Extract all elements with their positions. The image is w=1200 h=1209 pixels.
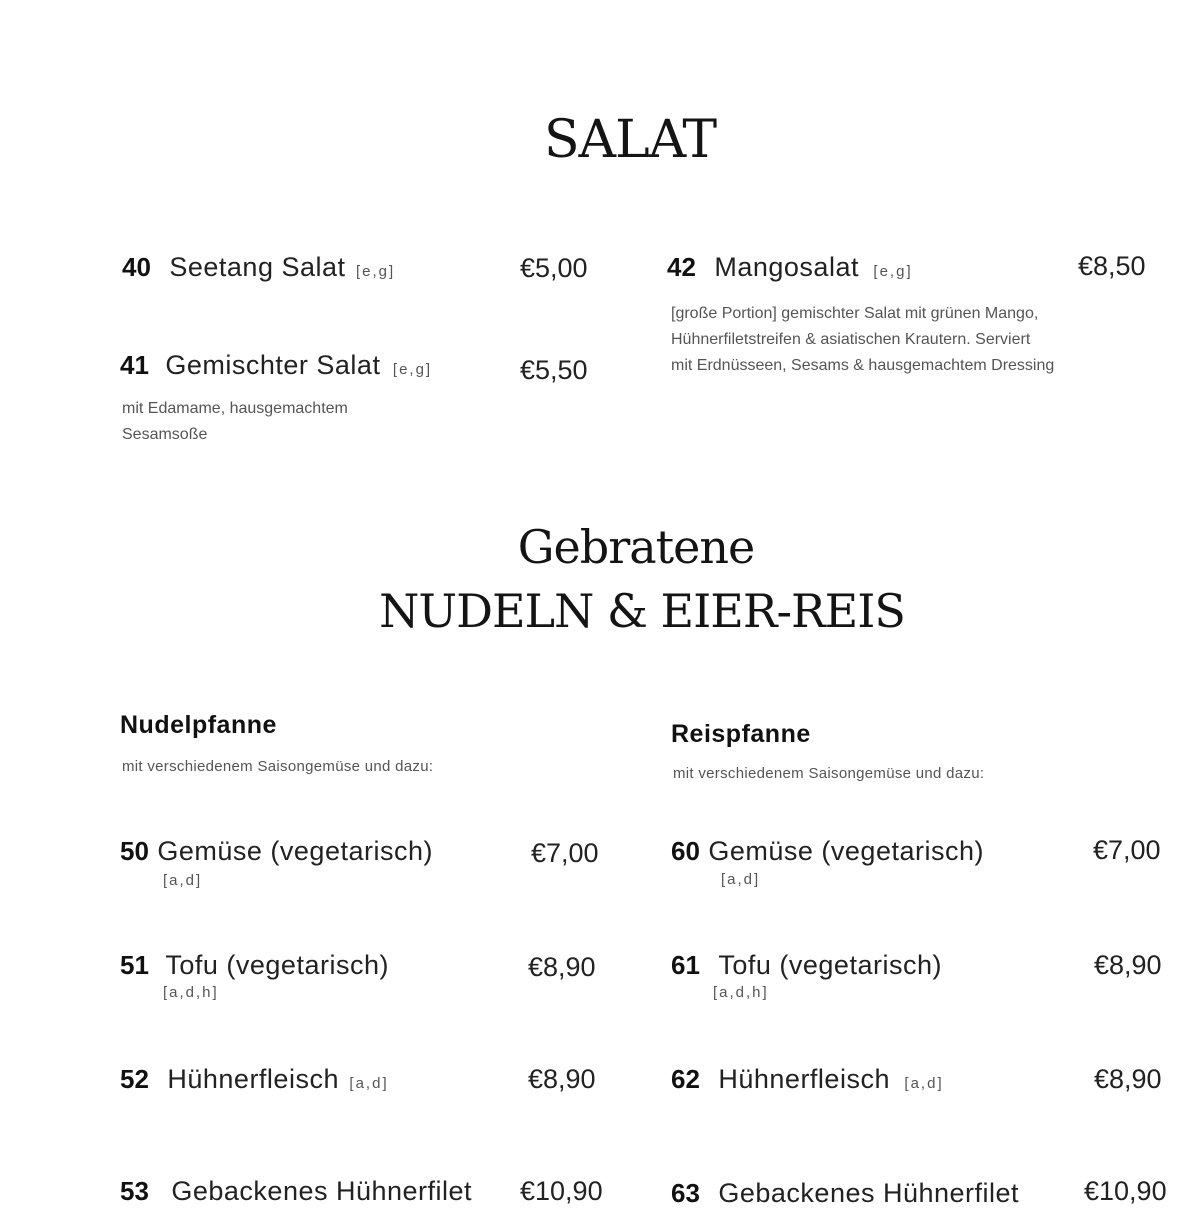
menu-item-40 [122, 252, 395, 283]
gebratene-heading-line2: NUDELN & EIER-REIS [379, 584, 905, 638]
item-price: €8,90 [528, 1064, 596, 1094]
item-name: Gemischter Salat [165, 350, 381, 380]
item-price: €8,90 [1094, 1064, 1162, 1094]
item-name: Mangosalat [714, 252, 859, 282]
allergen-tag: [a,d,h] [713, 984, 769, 1001]
allergen-tag: [a,d] [163, 872, 203, 889]
item-price: €10,90 [1084, 1176, 1167, 1206]
item-price: €5,00 [520, 253, 588, 283]
menu-item-62 [671, 1064, 944, 1095]
menu-item-52 [120, 1064, 389, 1095]
menu-item-63 [671, 1178, 1019, 1209]
item-name: Tofu (vegetarisch) [718, 950, 942, 980]
item-name: Tofu (vegetarisch) [165, 950, 389, 980]
allergen-tag: [a,d] [349, 1075, 389, 1092]
item-number: 61 [671, 950, 700, 980]
allergen-tag: [e,g] [392, 361, 433, 378]
item-number: 60 [671, 836, 700, 866]
item-price: €5,50 [520, 355, 588, 385]
gebratene-heading-line1: Gebratene [517, 520, 755, 574]
item-number: 40 [122, 252, 151, 282]
item-number: 51 [120, 950, 149, 980]
item-name: Seetang Salat [169, 252, 346, 282]
menu-item-53 [120, 1176, 472, 1207]
menu-item-50 [120, 836, 433, 867]
item-price: €8,50 [1078, 251, 1146, 281]
menu-item-42 [667, 252, 913, 283]
item-number: 53 [120, 1176, 149, 1206]
reispfanne-title: Reispfanne [671, 720, 811, 748]
item-price: €10,90 [520, 1176, 603, 1206]
item-number: 62 [671, 1064, 700, 1094]
allergen-tag: [a,d,h] [163, 984, 219, 1001]
nudelpfanne-note: mit verschiedenem Saisongemüse und dazu: [122, 758, 434, 775]
allergen-tag: [a,d] [904, 1075, 944, 1092]
item-number: 50 [120, 836, 149, 866]
item-description: mit Edamame, hausgemachtem Sesamsoße [122, 400, 348, 443]
item-number: 52 [120, 1064, 149, 1094]
item-name: Hühnerfleisch [718, 1064, 890, 1094]
item-name: Gebackenes Hühnerfilet [718, 1178, 1020, 1208]
item-name: Gemüse (vegetarisch) [157, 836, 433, 866]
menu-item-41 [120, 350, 432, 381]
item-price: €8,90 [1094, 950, 1162, 980]
item-number: 42 [667, 252, 696, 282]
item-name: Hühnerfleisch [167, 1064, 339, 1094]
allergen-tag: [e,g] [873, 263, 913, 280]
allergen-tag: [e,g] [355, 263, 396, 280]
item-number: 41 [120, 350, 149, 380]
allergen-tag: [a,d] [721, 871, 761, 888]
item-price: €8,90 [528, 952, 596, 982]
item-number: 63 [671, 1178, 700, 1208]
menu-item-61 [671, 950, 942, 981]
item-description: [große Portion] gemischter Salat mit grünen Mango, Hühnerfiletstreifen & asiatischen Krautern. Serviert mit Erdnüsseen, Sesams & hausgemachtem Dressing [671, 305, 1055, 374]
menu-item-60 [671, 836, 984, 867]
item-price: €7,00 [1093, 835, 1161, 865]
item-name: Gemüse (vegetarisch) [708, 836, 984, 866]
item-name: Gebackenes Hühnerfilet [171, 1176, 473, 1206]
nudelpfanne-title: Nudelpfanne [120, 711, 277, 739]
reispfanne-note: mit verschiedenem Saisongemüse und dazu: [673, 765, 985, 782]
item-price: €7,00 [531, 838, 599, 868]
menu-item-51 [120, 950, 389, 981]
salat-heading: SALAT [543, 110, 717, 170]
